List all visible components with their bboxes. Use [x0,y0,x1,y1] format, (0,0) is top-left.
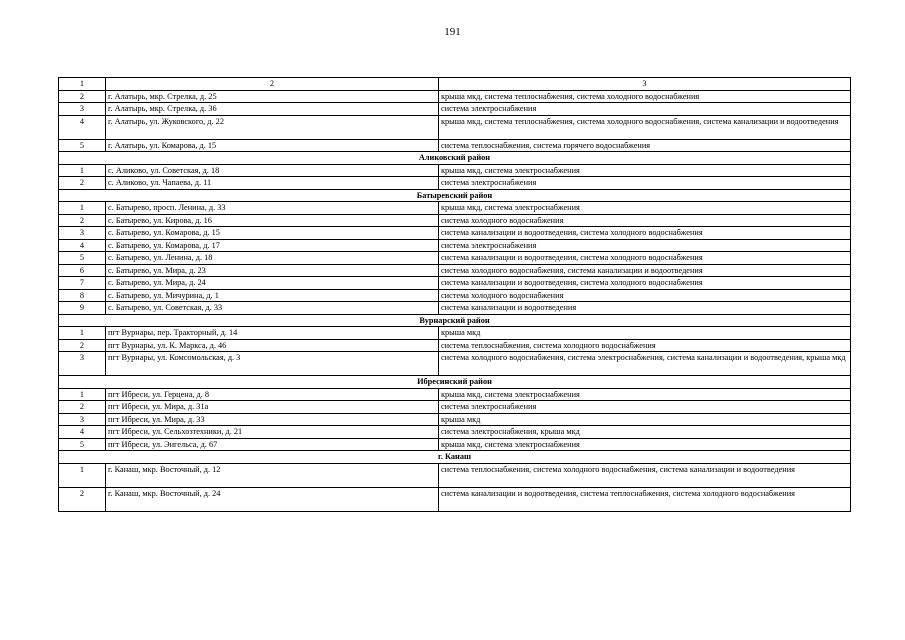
region-title: Батыревский район [59,189,851,202]
region-title: Ибресинский район [59,376,851,389]
row-number-cell: 6 [59,264,106,277]
systems-cell: система канализации и водоотведения, система холодного водоснабжения [439,227,851,240]
row-number-cell: 2 [59,214,106,227]
row-number-cell: 3 [59,227,106,240]
address-cell: г. Алатырь, ул. Жуковского, д. 22 [106,115,439,139]
systems-cell: система электроснабжения, крыша мкд [439,426,851,439]
row-number-cell: 5 [59,139,106,152]
systems-cell: система теплоснабжения, система холодного водоснабжения [439,339,851,352]
address-cell: с. Аликово, ул. Советская, д. 18 [106,164,439,177]
row-number-cell: 5 [59,438,106,451]
systems-cell: система холодного водоснабжения, система канализации и водоотведения [439,264,851,277]
table-row [59,463,851,487]
address-cell: г. Алатырь, мкр. Стрелка, д. 25 [106,90,439,103]
page-number: 191 [444,26,461,38]
table-row [59,177,851,190]
table-row [59,103,851,116]
table-row [59,388,851,401]
table-row [59,413,851,426]
region-header-row [59,189,851,202]
address-cell: с. Батырево, ул. Мира, д. 24 [106,277,439,290]
table-row [59,352,851,376]
table-row [59,252,851,265]
address-cell: с. Батырево, ул. Мичурина, д. 1 [106,289,439,302]
systems-cell: система электроснабжения [439,239,851,252]
region-title: Аликовский район [59,152,851,165]
systems-cell: система канализации и водоотведения [439,302,851,315]
row-number-cell: 4 [59,115,106,139]
systems-cell: крыша мкд, система электроснабжения [439,388,851,401]
address-cell: с. Батырево, ул. Комарова, д. 15 [106,227,439,240]
systems-cell: крыша мкд, система теплоснабжения, система холодного водоснабжения [439,90,851,103]
address-cell: г. Алатырь, ул. Комарова, д. 15 [106,139,439,152]
table-row [59,202,851,215]
row-number-cell: 2 [59,487,106,511]
systems-cell: система теплоснабжения, система холодного водоснабжения, система канализации и водоотведения [439,463,851,487]
address-cell: пгт Вурнары, ул. Комсомольская, д. 3 [106,352,439,376]
region-header-row [59,314,851,327]
systems-cell: система холодного водоснабжения [439,289,851,302]
table-row [59,239,851,252]
row-number-cell: 1 [59,463,106,487]
region-header-row [59,451,851,464]
row-number-cell: 2 [59,339,106,352]
table-row [59,289,851,302]
table-row [59,214,851,227]
address-cell: с. Батырево, просп. Ленина, д. 33 [106,202,439,215]
systems-cell: крыша мкд [439,413,851,426]
row-number-cell: 7 [59,277,106,290]
systems-cell: система электроснабжения [439,401,851,414]
address-cell: с. Батырево, ул. Кирова, д. 16 [106,214,439,227]
row-number-cell: 2 [59,401,106,414]
table-row [59,339,851,352]
table-row [59,164,851,177]
systems-cell: крыша мкд, система электроснабжения [439,438,851,451]
table-row [59,426,851,439]
systems-cell: система холодного водоснабжения [439,214,851,227]
row-number-cell: 2 [59,177,106,190]
systems-cell: система электроснабжения [439,103,851,116]
table-row [59,487,851,511]
row-number-cell: 9 [59,302,106,315]
table-header-row [59,78,851,91]
region-header-row [59,152,851,165]
address-cell: пгт Ибреси, ул. Сельхозтехники, д. 21 [106,426,439,439]
address-cell: пгт Вурнары, пер. Тракторный, д. 14 [106,327,439,340]
address-cell: с. Батырево, ул. Ленина, д. 18 [106,252,439,265]
address-cell: пгт Ибреси, ул. Мира, д. 33 [106,413,439,426]
address-cell: г. Алатырь, мкр. Стрелка, д. 36 [106,103,439,116]
table-row [59,227,851,240]
row-number-cell: 4 [59,426,106,439]
systems-cell: крыша мкд, система теплоснабжения, система холодного водоснабжения, система канализации и водоотведения [439,115,851,139]
address-cell: пгт Ибреси, ул. Энгельса, д. 67 [106,438,439,451]
address-cell: г. Канаш, мкр. Восточный, д. 24 [106,487,439,511]
region-header-row [59,376,851,389]
systems-cell: система холодного водоснабжения, система электроснабжения, система канализации и водоотведения, крыша мкд [439,352,851,376]
systems-cell: система электроснабжения [439,177,851,190]
region-title: Вурнарский район [59,314,851,327]
systems-cell: система канализации и водоотведения, система теплоснабжения, система холодного водоснабжения [439,487,851,511]
systems-cell: система канализации и водоотведения, система холодного водоснабжения [439,252,851,265]
address-cell: пгт Ибреси, ул. Герцена, д. 8 [106,388,439,401]
systems-cell: крыша мкд, система электроснабжения [439,164,851,177]
table-row [59,139,851,152]
table-body [59,78,851,512]
address-cell: с. Батырево, ул. Мира, д. 23 [106,264,439,277]
address-cell: г. Канаш, мкр. Восточный, д. 12 [106,463,439,487]
row-number-cell: 8 [59,289,106,302]
table-row [59,401,851,414]
address-cell: с. Батырево, ул. Советская, д. 33 [106,302,439,315]
header-cell-systems: 3 [439,78,851,91]
address-cell: пгт Вурнары, ул. К. Маркса, д. 46 [106,339,439,352]
repair-objects-table [58,77,851,512]
row-number-cell: 3 [59,413,106,426]
systems-cell: крыша мкд, система электроснабжения [439,202,851,215]
row-number-cell: 1 [59,202,106,215]
table-row [59,302,851,315]
systems-cell: крыша мкд [439,327,851,340]
table-row [59,277,851,290]
table-row [59,115,851,139]
region-title: г. Канаш [59,451,851,464]
row-number-cell: 1 [59,164,106,177]
systems-cell: система канализации и водоотведения, система холодного водоснабжения [439,277,851,290]
row-number-cell: 1 [59,327,106,340]
header-cell-address: 2 [106,78,439,91]
table-row [59,90,851,103]
row-number-cell: 3 [59,352,106,376]
address-cell: с. Аликово, ул. Чапаева, д. 11 [106,177,439,190]
row-number-cell: 1 [59,388,106,401]
address-cell: с. Батырево, ул. Комарова, д. 17 [106,239,439,252]
header-cell-number: 1 [59,78,106,91]
address-cell: пгт Ибреси, ул. Мира, д. 31а [106,401,439,414]
row-number-cell: 4 [59,239,106,252]
row-number-cell: 3 [59,103,106,116]
row-number-cell: 5 [59,252,106,265]
row-number-cell: 2 [59,90,106,103]
table-row [59,264,851,277]
systems-cell: система теплоснабжения, система горячего водоснабжения [439,139,851,152]
table-row [59,438,851,451]
table-row [59,327,851,340]
